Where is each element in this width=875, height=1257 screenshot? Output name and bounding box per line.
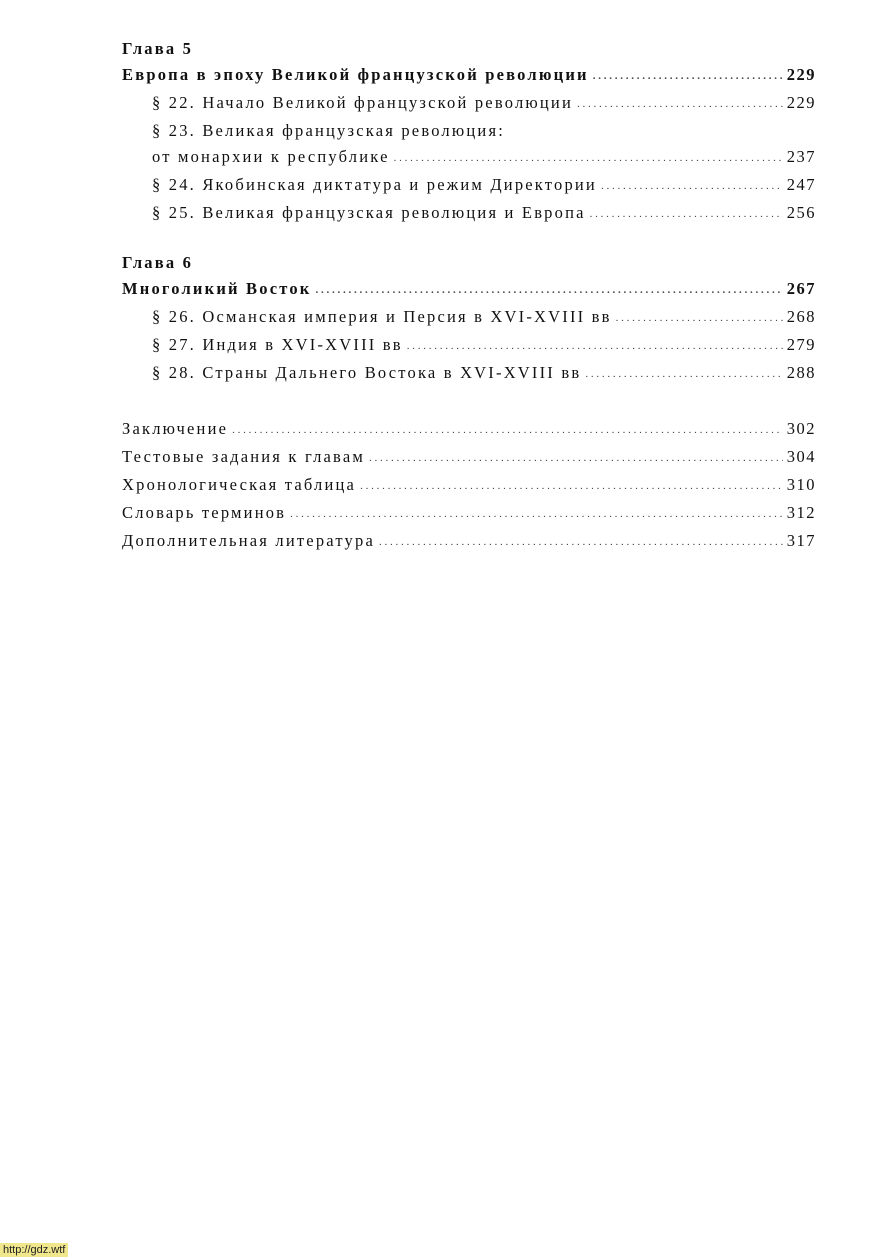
toc-entry-conclusion[interactable] [122,416,816,444]
page-number: 302 [786,419,816,438]
page-number: 237 [786,147,816,166]
leader-dots [379,529,783,555]
entry-title: Хронологическая таблица [122,475,357,494]
page-number: 288 [786,363,816,382]
leader-dots [585,361,782,387]
watermark-link[interactable]: http://gdz.wtf [0,1243,68,1257]
leader-dots [407,333,783,359]
toc-entry-28[interactable] [122,360,816,388]
page-number: 229 [786,65,816,84]
leader-dots [577,91,783,117]
toc-entry-24[interactable] [122,172,816,200]
toc-entry-23[interactable] [122,144,816,172]
section-title: § 22. Начало Великой французской революции [152,93,573,112]
entry-title: Тестовые задания к главам [122,447,365,466]
section-title: § 26. Османская империя и Персия в XVI-XVIII вв [152,307,612,326]
entry-title: Словарь терминов [122,503,287,522]
back-matter [122,416,816,556]
section-title: § 27. Индия в XVI-XVIII вв [152,335,403,354]
page-number: 247 [786,175,816,194]
leader-dots [601,173,783,199]
chapter-label: Глава 5 [122,39,194,58]
toc-entry-25[interactable] [122,200,816,228]
section-title: § 25. Великая французская революция и Европа [152,203,586,222]
page-number: 268 [786,307,816,326]
spacer [122,388,816,416]
page-number: 312 [786,503,816,522]
toc-entry-literature[interactable] [122,528,816,556]
leader-dots [232,417,783,443]
toc-entry-chronology[interactable] [122,472,816,500]
table-of-contents [122,36,816,556]
page-number: 279 [786,335,816,354]
section-title: § 24. Якобинская диктатура и режим Директории [152,175,597,194]
leader-dots [290,501,783,527]
toc-entry-27[interactable] [122,332,816,360]
page-number: 310 [786,475,816,494]
leader-dots [593,63,783,89]
leader-dots [394,145,783,171]
page-number: 267 [786,279,816,298]
chapter-title: Европа в эпоху Великой французской революции [122,65,589,84]
page-number: 317 [786,531,816,550]
chapter-6 [122,250,816,388]
chapter-title-row[interactable] [122,276,816,304]
leader-dots [360,473,783,499]
chapter-5 [122,36,816,228]
leader-dots [590,201,783,227]
page-number: 304 [786,447,816,466]
chapter-title-row[interactable] [122,62,816,90]
entry-title: Дополнительная литература [122,531,375,550]
chapter-label: Глава 6 [122,253,194,272]
toc-entry-22[interactable] [122,90,816,118]
page-number: 229 [786,93,816,112]
toc-entry-glossary[interactable] [122,500,816,528]
leader-dots [315,277,782,303]
spacer [122,228,816,250]
section-title: от монархии к республике [152,147,390,166]
section-title: § 28. Страны Дальнего Востока в XVI-XVIII вв [152,363,582,382]
leader-dots [369,445,783,471]
toc-entry-tests[interactable] [122,444,816,472]
leader-dots [616,305,783,331]
chapter-title: Многоликий Восток [122,279,312,298]
entry-title: Заключение [122,419,229,438]
toc-entry-26[interactable] [122,304,816,332]
page-number: 256 [786,203,816,222]
section-title-line1: § 23. Великая французская революция: [152,121,506,140]
